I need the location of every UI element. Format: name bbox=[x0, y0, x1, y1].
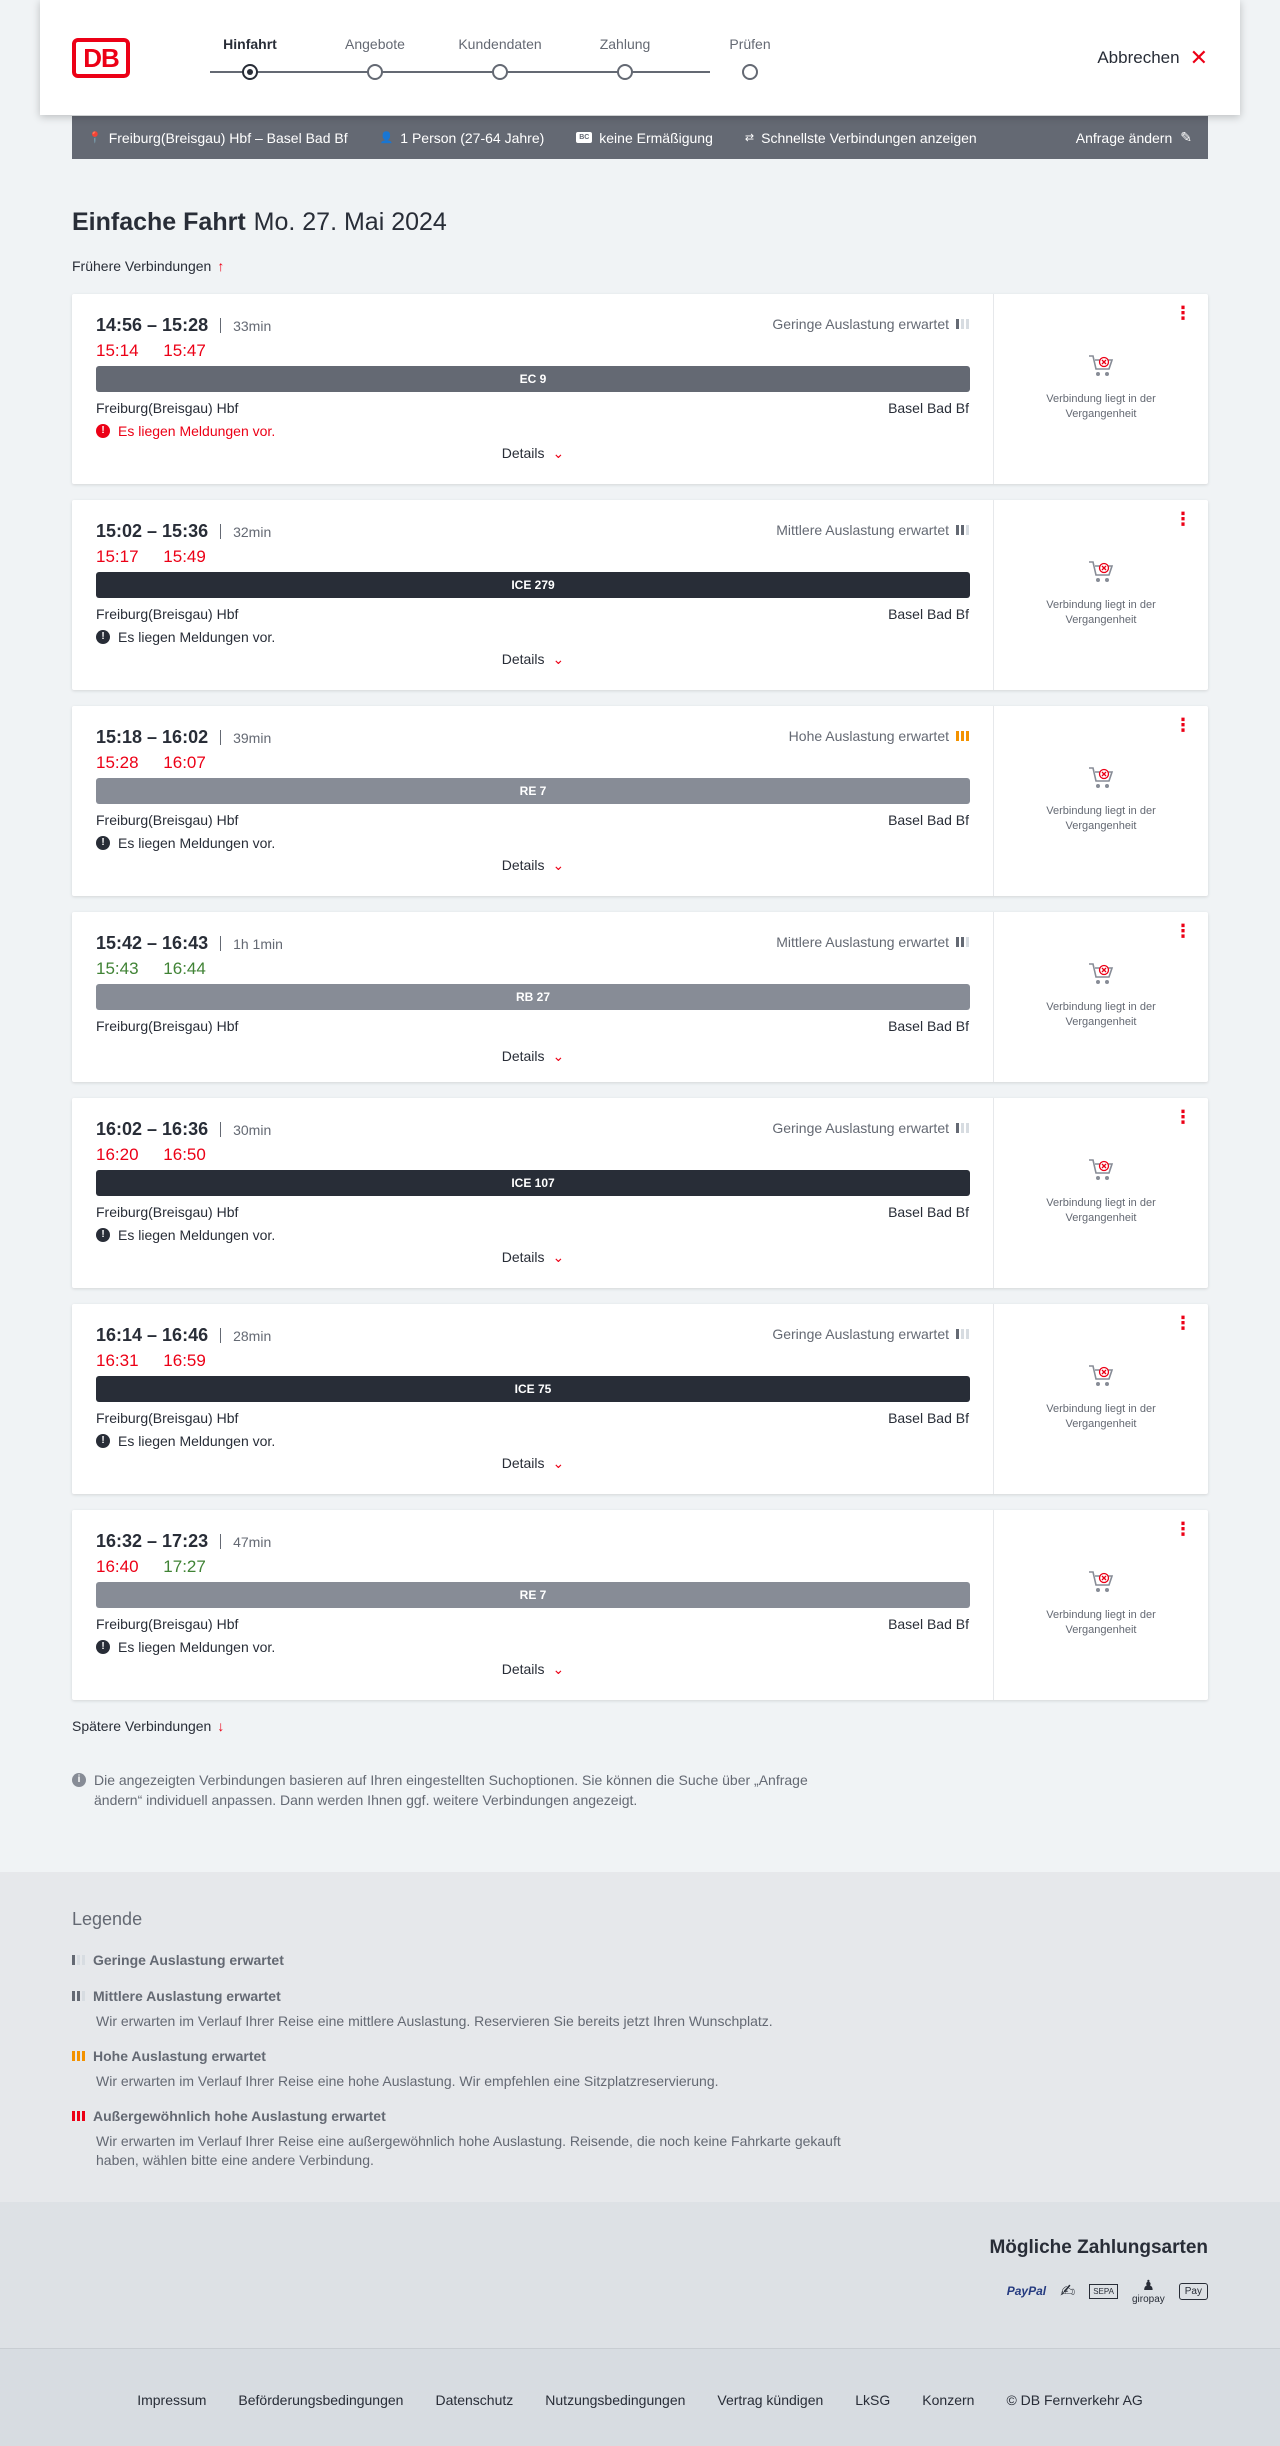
notice-text: Es liegen Meldungen vor. bbox=[118, 1227, 276, 1243]
legend-section bbox=[0, 1872, 1280, 2202]
connection-times bbox=[96, 521, 271, 542]
notice-message bbox=[96, 629, 275, 645]
step-dot bbox=[367, 64, 383, 80]
departure-station: Freiburg(Breisgau) Hbf bbox=[96, 1018, 239, 1034]
realtime-times bbox=[96, 341, 226, 361]
details-label: Details bbox=[501, 1661, 545, 1677]
past-connection-text: Verbindung liegt in der Vergangenheit bbox=[1046, 1403, 1156, 1430]
connection-offer-panel bbox=[994, 500, 1208, 690]
occupancy-text: Hohe Auslastung erwartet bbox=[788, 728, 949, 744]
past-connection-text: Verbindung liegt in der Vergangenheit bbox=[1046, 1609, 1156, 1636]
occupancy-icon bbox=[956, 731, 969, 741]
occupancy-icon bbox=[956, 525, 969, 535]
departure-station: Freiburg(Breisgau) Hbf bbox=[96, 812, 239, 828]
connection-offer-panel bbox=[994, 706, 1208, 896]
footer-link[interactable]: Beförderungsbedingungen bbox=[238, 2392, 404, 2408]
change-label: Anfrage ändern bbox=[1075, 129, 1173, 146]
cancel-label: Abbrechen bbox=[1097, 48, 1180, 67]
notice-text: Es liegen Meldungen vor. bbox=[118, 1639, 276, 1655]
occupancy-indicator bbox=[776, 934, 969, 950]
db-logo[interactable]: DB bbox=[72, 38, 130, 78]
discount-text: keine Ermäßigung bbox=[599, 129, 713, 146]
chevron-down-icon: ⌄ bbox=[552, 1048, 565, 1064]
duration: 30min bbox=[233, 1121, 272, 1138]
realtime-times bbox=[96, 1557, 226, 1577]
departure-station: Freiburg(Breisgau) Hbf bbox=[96, 606, 239, 622]
realtime-times bbox=[96, 753, 226, 773]
planned-times: 16:14 – 16:46 bbox=[96, 1325, 209, 1345]
giropay-label: giropay bbox=[1131, 2294, 1165, 2305]
step-pruefen bbox=[690, 36, 810, 52]
details-toggle[interactable] bbox=[72, 445, 994, 462]
bahncard-icon: BC bbox=[576, 132, 592, 143]
details-label: Details bbox=[501, 1455, 545, 1471]
pencil-icon: ✎ bbox=[1180, 129, 1192, 145]
occupancy-text: Geringe Auslastung erwartet bbox=[772, 1326, 949, 1342]
realtime-departure: 16:20 bbox=[96, 1145, 139, 1164]
notice-message bbox=[96, 1433, 275, 1449]
footer-link[interactable]: LkSG bbox=[855, 2392, 891, 2408]
payment-title: Mögliche Zahlungsarten bbox=[989, 2237, 1208, 2258]
cart-disabled-icon bbox=[994, 353, 1208, 382]
cart-disabled-icon bbox=[994, 1569, 1208, 1598]
connection-times bbox=[96, 1531, 271, 1552]
apple-pay-icon: Pay bbox=[1179, 2283, 1208, 2300]
train-badge[interactable]: RE 7 bbox=[96, 1582, 970, 1608]
step-angebote bbox=[315, 36, 435, 52]
chevron-down-icon: ⌄ bbox=[552, 1455, 565, 1471]
traveller-text: 1 Person (27-64 Jahre) bbox=[400, 129, 545, 146]
giropay-icon bbox=[1132, 2277, 1165, 2305]
legend-item-description: Wir erwarten im Verlauf Ihrer Reise eine hohe Auslastung. Wir empfehlen eine Sitzplatzreservierung. bbox=[96, 2073, 719, 2089]
past-connection-text: Verbindung liegt in der Vergangenheit bbox=[1046, 599, 1156, 626]
chevron-down-icon: ⌄ bbox=[552, 1249, 565, 1265]
more-options-icon[interactable]: ⋮ bbox=[1174, 303, 1192, 323]
realtime-arrival: 17:27 bbox=[163, 1557, 206, 1576]
step-dot bbox=[742, 64, 758, 80]
departure-station: Freiburg(Breisgau) Hbf bbox=[96, 1410, 239, 1426]
arrival-station: Basel Bad Bf bbox=[888, 1018, 969, 1034]
more-options-icon[interactable]: ⋮ bbox=[1174, 1313, 1192, 1333]
realtime-departure: 16:31 bbox=[96, 1351, 139, 1370]
option-info bbox=[745, 130, 977, 146]
footer-link[interactable]: Vertrag kündigen bbox=[717, 2392, 824, 2408]
planned-times: 14:56 – 15:28 bbox=[96, 315, 209, 335]
duration: 1h 1min bbox=[233, 935, 283, 952]
connection-offer-panel bbox=[994, 1304, 1208, 1494]
later-connections-link[interactable] bbox=[72, 1718, 224, 1734]
more-options-icon[interactable]: ⋮ bbox=[1174, 1519, 1192, 1539]
route-text: Freiburg(Breisgau) Hbf – Basel Bad Bf bbox=[108, 129, 348, 146]
legend-item bbox=[72, 2108, 852, 2170]
occupancy-icon bbox=[956, 319, 969, 329]
info-icon: i bbox=[72, 1773, 86, 1787]
info-note-text: Die angezeigten Verbindungen basieren auf Ihren eingestellten Suchoptionen. Sie können die Suche über „Anfrage ändern“ individuell anpassen. Dann werden Ihnen ggf. weitere Verbindungen angezeigt. bbox=[94, 1772, 808, 1808]
connection-main bbox=[72, 1304, 994, 1494]
paypal-icon: PayPal bbox=[1006, 2284, 1047, 2298]
train-badge[interactable]: RE 7 bbox=[96, 778, 970, 804]
info-note bbox=[72, 1770, 852, 1810]
planned-times: 15:42 – 16:43 bbox=[96, 933, 209, 953]
cancel-button[interactable] bbox=[1097, 47, 1208, 69]
connection-times bbox=[96, 1325, 271, 1346]
connection-offer-panel bbox=[994, 1098, 1208, 1288]
arrival-station: Basel Bad Bf bbox=[888, 1410, 969, 1426]
notice-text: Es liegen Meldungen vor. bbox=[118, 423, 276, 439]
realtime-arrival: 16:50 bbox=[163, 1145, 206, 1164]
step-dot bbox=[617, 64, 633, 80]
connection-times bbox=[96, 933, 283, 954]
cart-disabled-icon bbox=[994, 765, 1208, 794]
separator bbox=[220, 1328, 221, 1343]
connection-times bbox=[96, 1119, 271, 1140]
legend-title-text: Außergewöhnlich hohe Auslastung erwartet bbox=[93, 2108, 386, 2124]
departure-station: Freiburg(Breisgau) Hbf bbox=[96, 1616, 239, 1632]
arrow-down-icon: ↓ bbox=[217, 1718, 225, 1734]
step-kundendaten bbox=[440, 36, 560, 52]
chevron-down-icon: ⌄ bbox=[552, 651, 565, 667]
progress-line bbox=[210, 71, 710, 73]
connection-main bbox=[72, 912, 994, 1082]
notice-message bbox=[96, 835, 275, 851]
cart-disabled-icon bbox=[994, 1363, 1208, 1392]
realtime-arrival: 16:59 bbox=[163, 1351, 206, 1370]
location-pin-icon: 📍 bbox=[88, 132, 102, 144]
chevron-down-icon: ⌄ bbox=[552, 857, 565, 873]
train-badge[interactable]: RB 27 bbox=[96, 984, 970, 1010]
occupancy-indicator bbox=[772, 316, 969, 332]
footer bbox=[0, 2348, 1280, 2446]
arrival-station: Basel Bad Bf bbox=[888, 812, 969, 828]
step-label: Kundendaten bbox=[458, 36, 542, 52]
planned-times: 15:18 – 16:02 bbox=[96, 727, 209, 747]
duration: 32min bbox=[233, 523, 272, 540]
alert-icon: ! bbox=[96, 836, 110, 850]
trip-type: Einfache Fahrt bbox=[72, 208, 246, 236]
occupancy-indicator bbox=[772, 1120, 969, 1136]
separator bbox=[220, 318, 221, 333]
connection-main bbox=[72, 1098, 994, 1288]
cart-disabled-icon bbox=[994, 1157, 1208, 1186]
notice-text: Es liegen Meldungen vor. bbox=[118, 835, 276, 851]
connection-times bbox=[96, 315, 271, 336]
occupancy-text: Mittlere Auslastung erwartet bbox=[776, 522, 949, 538]
connection-main bbox=[72, 706, 994, 896]
footer-links bbox=[0, 2392, 1280, 2408]
duration: 39min bbox=[233, 729, 272, 746]
details-label: Details bbox=[501, 1249, 545, 1265]
arrival-station: Basel Bad Bf bbox=[888, 1616, 969, 1632]
connection-times bbox=[96, 727, 271, 748]
step-label: Angebote bbox=[345, 36, 405, 52]
earlier-connections-link[interactable] bbox=[72, 258, 224, 274]
trip-date: Mo. 27. Mai 2024 bbox=[253, 208, 447, 236]
arrival-station: Basel Bad Bf bbox=[888, 1204, 969, 1220]
giropay-symbol: ♟ bbox=[1142, 2277, 1155, 2293]
connection-card[interactable] bbox=[72, 1098, 1208, 1288]
step-dot bbox=[242, 64, 258, 80]
alert-icon: ! bbox=[96, 1434, 110, 1448]
duration: 47min bbox=[233, 1533, 272, 1550]
past-connection-text: Verbindung liegt in der Vergangenheit bbox=[1046, 805, 1156, 832]
legend-item bbox=[72, 1988, 852, 2031]
connection-card[interactable] bbox=[72, 912, 1208, 1082]
legend-item bbox=[72, 1952, 852, 1968]
train-badge[interactable]: ICE 75 bbox=[96, 1376, 970, 1402]
change-request-button[interactable] bbox=[1076, 129, 1192, 146]
occupancy-icon bbox=[72, 1991, 85, 2001]
arrival-station: Basel Bad Bf bbox=[888, 606, 969, 622]
realtime-times bbox=[96, 547, 226, 567]
notice-message bbox=[96, 1639, 275, 1655]
departure-station: Freiburg(Breisgau) Hbf bbox=[96, 400, 239, 416]
close-icon: ✕ bbox=[1189, 45, 1208, 70]
duration: 33min bbox=[233, 317, 272, 334]
notice-message bbox=[96, 423, 275, 439]
legend-item-description: Wir erwarten im Verlauf Ihrer Reise eine außergewöhnlich hohe Auslastung. Reisende, die noch keine Fahrkarte gekauft haben, wählen bitte eine andere Verbindung. bbox=[96, 2133, 841, 2168]
legend-item bbox=[72, 2048, 852, 2091]
realtime-arrival: 15:49 bbox=[163, 547, 206, 566]
step-dot bbox=[492, 64, 508, 80]
connection-card[interactable] bbox=[72, 1304, 1208, 1494]
payment-icons bbox=[1007, 2277, 1208, 2305]
swap-arrows-icon: ⇄ bbox=[744, 132, 755, 144]
notice-text: Es liegen Meldungen vor. bbox=[118, 629, 276, 645]
separator bbox=[220, 1122, 221, 1137]
planned-times: 16:32 – 17:23 bbox=[96, 1531, 209, 1551]
connection-card[interactable] bbox=[72, 500, 1208, 690]
person-icon: 👤 bbox=[379, 132, 394, 144]
connection-card[interactable] bbox=[72, 1510, 1208, 1700]
more-options-icon[interactable]: ⋮ bbox=[1174, 509, 1192, 529]
realtime-arrival: 15:47 bbox=[163, 341, 206, 360]
occupancy-text: Geringe Auslastung erwartet bbox=[772, 316, 949, 332]
step-label: Hinfahrt bbox=[223, 36, 277, 52]
realtime-departure: 16:40 bbox=[96, 1557, 139, 1576]
details-label: Details bbox=[501, 651, 545, 667]
planned-times: 15:02 – 15:36 bbox=[96, 521, 209, 541]
connection-main bbox=[72, 500, 994, 690]
more-options-icon[interactable]: ⋮ bbox=[1174, 1107, 1192, 1127]
option-text: Schnellste Verbindungen anzeigen bbox=[761, 129, 977, 146]
alert-icon: ! bbox=[96, 630, 110, 644]
payment-section bbox=[0, 2202, 1280, 2348]
cart-disabled-icon bbox=[994, 961, 1208, 990]
legend-title-text: Mittlere Auslastung erwartet bbox=[93, 1988, 281, 2004]
past-connection-text: Verbindung liegt in der Vergangenheit bbox=[1046, 1001, 1156, 1028]
occupancy-text: Geringe Auslastung erwartet bbox=[772, 1120, 949, 1136]
realtime-times bbox=[96, 1145, 226, 1165]
traveller-info bbox=[380, 130, 545, 146]
legend-item-title bbox=[72, 1988, 852, 2004]
sepa-icon: SEPA bbox=[1089, 2284, 1118, 2299]
details-toggle[interactable] bbox=[72, 1249, 994, 1266]
connection-card[interactable] bbox=[72, 294, 1208, 484]
connection-main bbox=[72, 1510, 994, 1700]
separator bbox=[220, 936, 221, 951]
step-hinfahrt bbox=[190, 36, 310, 52]
arrival-station: Basel Bad Bf bbox=[888, 400, 969, 416]
step-zahlung bbox=[565, 36, 685, 52]
arrow-up-icon: ↑ bbox=[217, 258, 225, 274]
past-connection-text: Verbindung liegt in der Vergangenheit bbox=[1046, 1197, 1156, 1224]
alert-icon: ! bbox=[96, 1228, 110, 1242]
separator bbox=[220, 1534, 221, 1549]
connection-main bbox=[72, 294, 994, 484]
chevron-down-icon: ⌄ bbox=[552, 1661, 565, 1677]
chevron-down-icon: ⌄ bbox=[552, 445, 565, 461]
connection-card[interactable] bbox=[72, 706, 1208, 896]
realtime-times bbox=[96, 1351, 226, 1371]
occupancy-text: Mittlere Auslastung erwartet bbox=[776, 934, 949, 950]
step-label: Zahlung bbox=[599, 36, 651, 52]
realtime-departure: 15:17 bbox=[96, 547, 139, 566]
footer-link[interactable]: Nutzungsbedingungen bbox=[545, 2392, 686, 2408]
past-connection-text: Verbindung liegt in der Vergangenheit bbox=[1046, 393, 1156, 420]
legend-item-title bbox=[72, 2048, 852, 2064]
footer-link[interactable]: Impressum bbox=[137, 2392, 207, 2408]
legend-title-text: Geringe Auslastung erwartet bbox=[93, 1952, 284, 1968]
occupancy-icon bbox=[72, 1955, 85, 1965]
occupancy-indicator bbox=[776, 522, 969, 538]
footer-link: © DB Fernverkehr AG bbox=[1006, 2392, 1143, 2408]
more-options-icon[interactable]: ⋮ bbox=[1174, 715, 1192, 735]
train-badge[interactable]: ICE 279 bbox=[96, 572, 970, 598]
planned-times: 16:02 – 16:36 bbox=[96, 1119, 209, 1139]
details-label: Details bbox=[501, 445, 545, 461]
details-toggle[interactable] bbox=[72, 651, 994, 668]
occupancy-icon bbox=[72, 2111, 85, 2121]
notice-text: Es liegen Meldungen vor. bbox=[118, 1433, 276, 1449]
realtime-arrival: 16:44 bbox=[163, 959, 206, 978]
duration: 28min bbox=[233, 1327, 272, 1344]
later-label: Spätere Verbindungen bbox=[72, 1718, 212, 1734]
separator bbox=[220, 730, 221, 745]
realtime-times bbox=[96, 959, 226, 979]
earlier-label: Frühere Verbindungen bbox=[72, 258, 212, 274]
realtime-departure: 15:43 bbox=[96, 959, 139, 978]
occupancy-indicator bbox=[789, 728, 969, 744]
realtime-departure: 15:14 bbox=[96, 341, 139, 360]
details-label: Details bbox=[501, 857, 545, 873]
legend-item-title bbox=[72, 1952, 852, 1968]
details-toggle[interactable] bbox=[72, 1455, 994, 1472]
connection-offer-panel bbox=[994, 1510, 1208, 1700]
connection-offer-panel bbox=[994, 912, 1208, 1082]
occupancy-icon bbox=[956, 937, 969, 947]
train-badge[interactable]: EC 9 bbox=[96, 366, 970, 392]
details-toggle[interactable] bbox=[72, 1048, 994, 1065]
occupancy-icon bbox=[956, 1329, 969, 1339]
occupancy-icon bbox=[956, 1123, 969, 1133]
alert-icon: ! bbox=[96, 1640, 110, 1654]
cart-disabled-icon bbox=[994, 559, 1208, 588]
more-options-icon[interactable]: ⋮ bbox=[1174, 921, 1192, 941]
header bbox=[40, 0, 1240, 115]
notice-message bbox=[96, 1227, 275, 1243]
details-toggle[interactable] bbox=[72, 1661, 994, 1678]
legend-item-description: Wir erwarten im Verlauf Ihrer Reise eine mittlere Auslastung. Reservieren Sie bereits jetzt Ihren Wunschplatz. bbox=[96, 2013, 773, 2029]
page-title bbox=[72, 208, 447, 237]
route-info bbox=[88, 130, 348, 146]
occupancy-indicator bbox=[772, 1326, 969, 1342]
connection-offer-panel bbox=[994, 294, 1208, 484]
legend-title-text: Hohe Auslastung erwartet bbox=[93, 2048, 266, 2064]
details-toggle[interactable] bbox=[72, 857, 994, 874]
details-label: Details bbox=[501, 1048, 545, 1064]
occupancy-icon bbox=[72, 2051, 85, 2061]
step-label: Prüfen bbox=[729, 36, 771, 52]
footer-link[interactable]: Datenschutz bbox=[435, 2392, 514, 2408]
train-badge[interactable]: ICE 107 bbox=[96, 1170, 970, 1196]
realtime-arrival: 16:07 bbox=[163, 753, 206, 772]
search-summary-bar bbox=[72, 116, 1208, 159]
credit-card-icon: ✍ bbox=[1060, 2280, 1076, 2301]
legend-item-title bbox=[72, 2108, 852, 2124]
alert-icon: ! bbox=[96, 424, 110, 438]
departure-station: Freiburg(Breisgau) Hbf bbox=[96, 1204, 239, 1220]
legend-title: Legende bbox=[72, 1909, 143, 1929]
discount-info bbox=[576, 130, 713, 146]
footer-link[interactable]: Konzern bbox=[922, 2392, 975, 2408]
realtime-departure: 15:28 bbox=[96, 753, 139, 772]
separator bbox=[220, 524, 221, 539]
